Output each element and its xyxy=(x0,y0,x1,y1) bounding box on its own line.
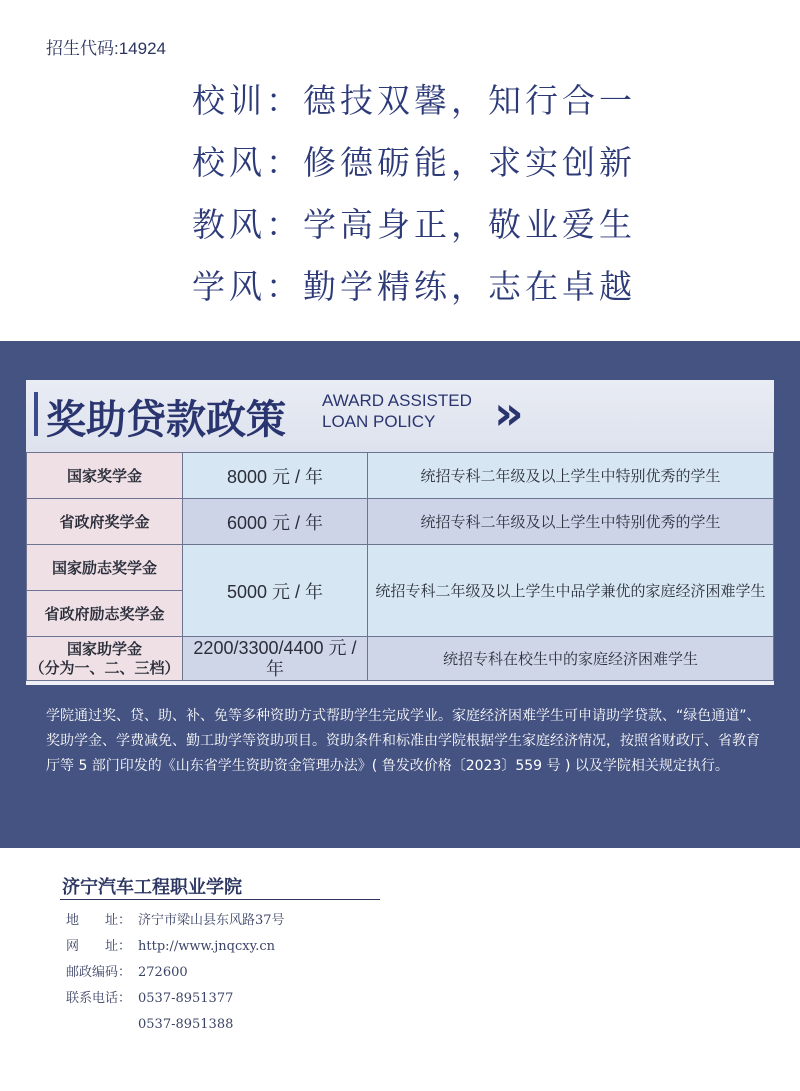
award-name: 省政府奖学金 xyxy=(27,499,183,545)
college-name: 济宁汽车工程职业学院 xyxy=(62,877,242,898)
phone-row-2 xyxy=(66,1012,285,1038)
enrollment-code: 招生代码:14924 xyxy=(46,39,166,58)
postcode-label: 邮政编码： xyxy=(66,965,132,980)
contact-info xyxy=(66,908,285,1038)
website-value: http://www.jnqcxy.cn xyxy=(138,939,275,954)
award-amount: 2200/3300/4400 元 / 年 xyxy=(183,637,368,681)
motto-study-style: 学风：勤学精练，志在卓越 xyxy=(192,267,636,306)
website-row xyxy=(66,934,285,960)
table-row xyxy=(27,637,774,681)
motto-teaching-style: 教风：学高身正，敬业爱生 xyxy=(192,205,636,244)
motto-list xyxy=(192,70,636,318)
award-name: 国家奖学金 xyxy=(27,453,183,499)
policy-card xyxy=(26,380,774,685)
policy-header xyxy=(26,380,774,452)
policy-table xyxy=(26,452,774,681)
policy-title-en-line2: LOAN POLICY xyxy=(322,412,436,431)
table-row xyxy=(27,453,774,499)
website-label: 网 址： xyxy=(66,939,132,954)
award-name-main: 国家助学金 xyxy=(66,639,142,658)
address-label: 地 址： xyxy=(66,913,132,928)
table-row xyxy=(27,499,774,545)
policy-title-en-line1: AWARD ASSISTED xyxy=(322,391,472,410)
phone-value-1: 0537-8951377 xyxy=(138,991,234,1006)
award-name: 国家励志奖学金 xyxy=(27,545,183,591)
phone-value-2: 0537-8951388 xyxy=(138,1017,234,1032)
phone-label: 联系电话： xyxy=(66,991,132,1006)
policy-title-cn: 奖助贷款政策 xyxy=(46,397,286,443)
address-row xyxy=(66,908,285,934)
award-eligibility: 统招专科二年级及以上学生中特别优秀的学生 xyxy=(368,499,774,545)
award-name-sub: （分为一、二、三档） xyxy=(29,658,180,677)
award-amount: 5000 元 / 年 xyxy=(183,545,368,637)
address-value: 济宁市梁山县东风路37号 xyxy=(138,913,285,928)
award-name: 省政府励志奖学金 xyxy=(27,591,183,637)
award-name xyxy=(27,637,183,681)
award-eligibility: 统招专科二年级及以上学生中品学兼优的家庭经济困难学生 xyxy=(368,545,774,637)
award-eligibility: 统招专科二年级及以上学生中特别优秀的学生 xyxy=(368,453,774,499)
header-accent-bar xyxy=(34,392,38,436)
award-amount: 6000 元 / 年 xyxy=(183,499,368,545)
award-amount: 8000 元 / 年 xyxy=(183,453,368,499)
postcode-row xyxy=(66,960,285,986)
divider xyxy=(60,899,380,900)
phone-row xyxy=(66,986,285,1012)
motto-school-motto: 校训：德技双馨，知行合一 xyxy=(192,81,636,120)
award-eligibility: 统招专科在校生中的家庭经济困难学生 xyxy=(368,637,774,681)
double-chevron-right-icon: » xyxy=(494,386,524,440)
policy-intro-text: 学院通过奖、贷、助、补、免等多种资助方式帮助学生完成学业。家庭经济困难学生可申请助学贷款、“绿色通道”、奖助学金、学费减免、勤工助学等资助项目。资助条件和标准由学院根据学生家庭经济情况，按照省财政厅、省教育厅等 5 部门印发的《山东省学生资助资金管理办法》( 鲁发改价格〔2023〕559 号 ) 以及学院相关规定执行。 xyxy=(46,708,761,774)
postcode-value: 272600 xyxy=(138,965,188,980)
motto-school-spirit: 校风：修德砺能，求实创新 xyxy=(192,143,636,182)
table-row xyxy=(27,545,774,591)
policy-title-en xyxy=(322,390,472,432)
